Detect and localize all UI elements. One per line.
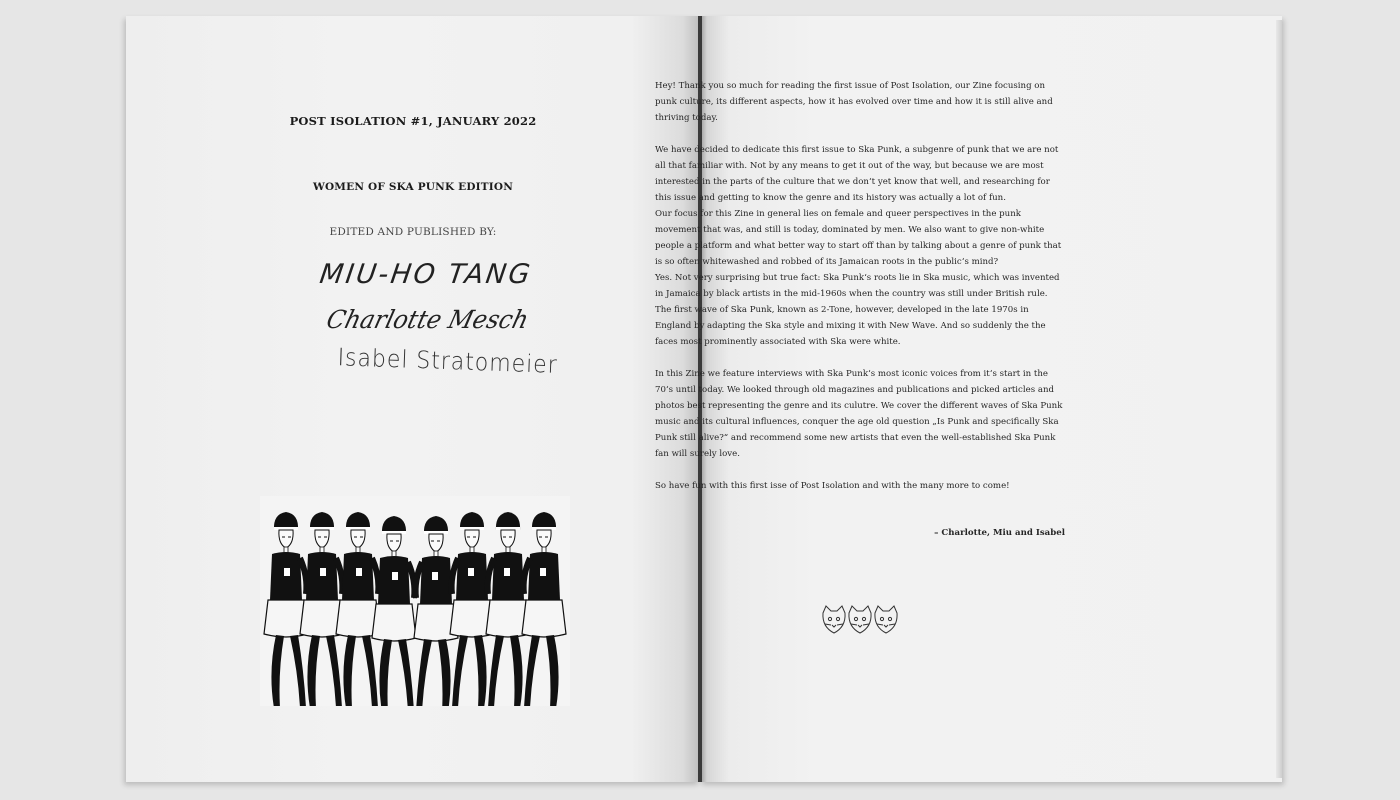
paragraph-ska-punk: We have decided to dedicate this first issue to Ska Punk, a subgenre of punk that we are not all that familiar with. Not by any means to get it out of the way, but because we are most interested in the parts of the culture that we don‘t yet know that well, and researching for this issue and getting to know the genre and its history was actually a lot of fun. xyxy=(655,145,1059,203)
issue-title: POST ISOLATION #1, JANUARY 2022 xyxy=(289,114,537,128)
paragraph-roots: Yes. Not very surprising but true fact: Ska Punk‘s roots lie in Ska music, which was invented in Jamaica by black artists in the mid-1960s when the country was still under British rule. xyxy=(655,273,1060,299)
edition-title: WOMEN OF SKA PUNK EDITION xyxy=(312,181,514,193)
three-cats-icon xyxy=(820,603,900,637)
dancing-women-illustration xyxy=(260,496,570,706)
signature-miu: MIU-HO TANG xyxy=(317,259,535,290)
page-edge xyxy=(1276,20,1282,778)
editorial-text xyxy=(655,78,1065,510)
paragraph-2-tone: The first wave of Ska Punk, known as 2-Tone, however, developed in the late 1970s in England by adapting the Ska style and mixing it with New Wave. And so suddenly the the faces most prominently associated with Ska were white. xyxy=(655,305,1046,347)
paragraph-closing: So have fun with this first isse of Post Isolation and with the many more to come! xyxy=(655,481,1010,491)
paragraph-intro: Hey! Thank you so much for reading the first issue of Post Isolation, our Zine focusing on punk culture, its different aspects, how it has evolved over time and how it is still alive and thriving today. xyxy=(655,81,1053,123)
paragraph-focus: Our focus for this Zine in general lies on female and queer perspectives in the punk movement that was, and still is today, dominated by men. We also want to give non-white people a platform and what better way to start off than by talking about a genre of punk that is so often whitewashed and robbed of its Jamaican roots in the public‘s mind? xyxy=(655,209,1062,267)
signature-charlotte: Charlotte Mesch xyxy=(323,305,532,334)
signature-isabel: Isabel Stratomeier xyxy=(337,343,559,379)
edited-by-label: EDITED AND PUBLISHED BY: xyxy=(329,226,497,238)
left-page xyxy=(126,16,700,782)
signoff: – Charlotte, Miu and Isabel xyxy=(934,528,1065,538)
paragraph-features: In this Zine we feature interviews with Ska Punk‘s most iconic voices from it‘s start in the 70‘s until today. We looked through old magazines and publications and picked articles and photos best representing the genre and its culutre. We cover the different waves of Ska Punk music and its cultural influences, conquer the age old question „Is Punk and specifically Ska Punk still alive?“ and recommend some new artists that even the well-established Ska Punk fan will surely love. xyxy=(655,369,1063,459)
